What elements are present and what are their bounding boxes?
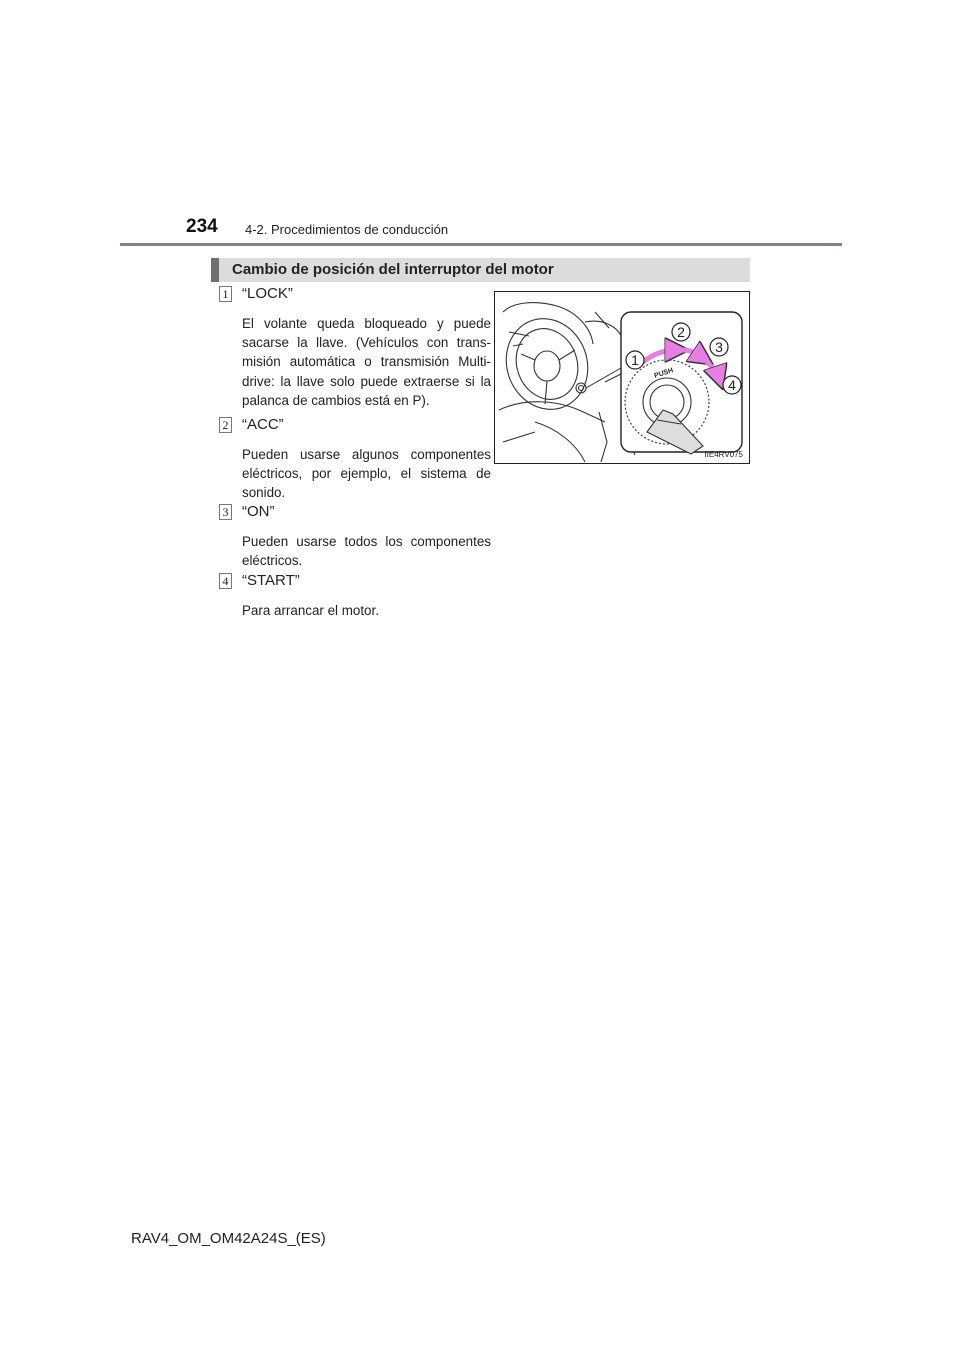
item-title: “LOCK” [242, 285, 293, 302]
page-number: 234 [186, 216, 218, 237]
item-number: 4 [219, 573, 232, 589]
push-label: PUSH [653, 367, 675, 380]
item-number: 1 [219, 286, 232, 302]
figure-code: IIE4RV075 [704, 450, 743, 459]
item-description: Pueden usarse todos los componentes eléctricos. [242, 534, 491, 569]
item-title: “ACC” [242, 416, 284, 433]
item-number: 3 [219, 504, 232, 520]
header-rule [120, 243, 842, 246]
item-description: El volante queda bloqueado y puede sacarse la llave. (Vehículos con trans-misión automática o transmisión Multi-drive: la llave solo puede extraerse si la palanca de cambios está en P). [242, 316, 491, 408]
ignition-figure [494, 291, 750, 464]
subsection-title: Cambio de posición del interruptor del motor [232, 261, 554, 278]
callout-1-label: 1 [631, 352, 639, 368]
footer-doc-id: RAV4_OM_OM42A24S_(ES) [131, 1230, 326, 1247]
section-title: 4-2. Procedimientos de conducción [245, 222, 449, 237]
callout-4-label: 4 [728, 377, 736, 393]
callout-2-label: 2 [677, 324, 685, 340]
item-description: Para arrancar el motor. [242, 603, 379, 618]
item-number: 2 [219, 417, 232, 433]
item-title: “ON” [242, 503, 275, 520]
item-description: Pueden usarse algunos componentes eléctricos, por ejemplo, el sistema de sonido. [242, 447, 491, 501]
item-title: “START” [242, 572, 300, 589]
callout-3-label: 3 [715, 339, 723, 355]
subsection-bar [211, 258, 750, 282]
ignition-illustration [495, 292, 749, 463]
